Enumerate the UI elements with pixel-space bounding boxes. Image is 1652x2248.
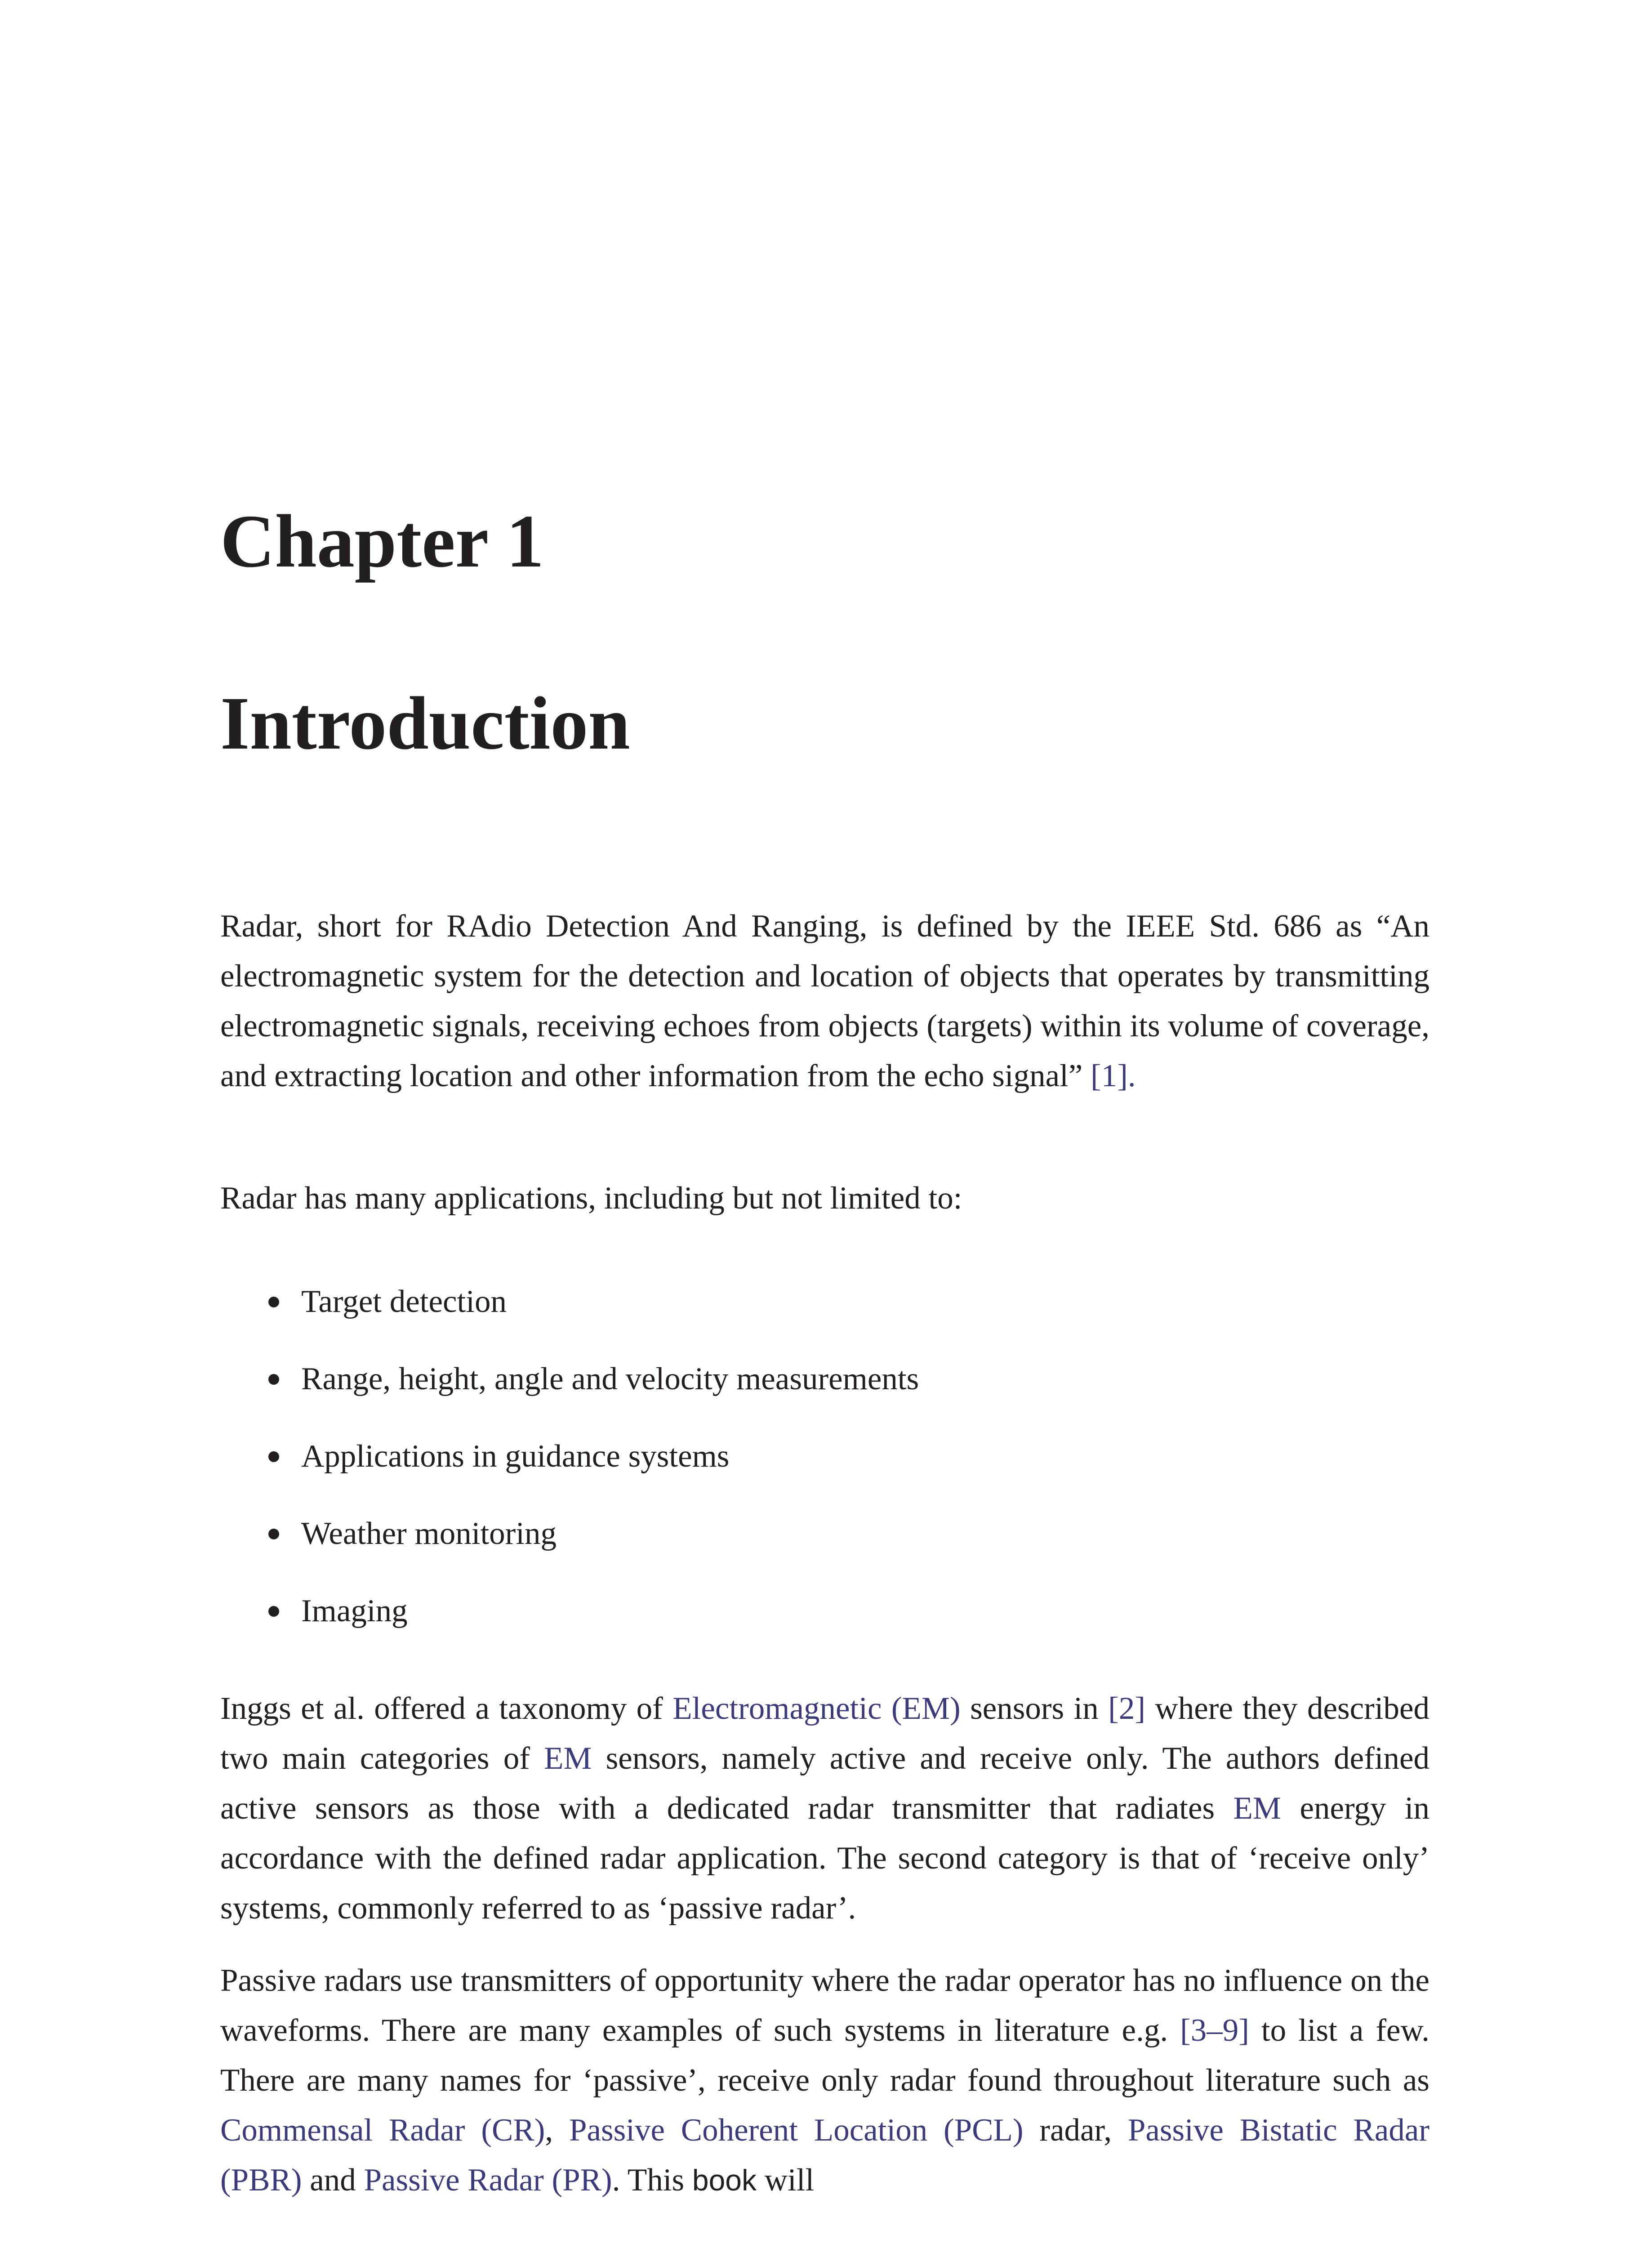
- list-item: [265, 1354, 919, 1432]
- acronym-link-cr[interactable]: Commensal Radar (CR): [220, 2113, 545, 2148]
- list-item-label: Range, height, angle and velocity measurements: [301, 1361, 919, 1396]
- acronym-link-pr[interactable]: Passive Radar (PR): [364, 2163, 612, 2198]
- list-item-label: Target detection: [301, 1284, 507, 1319]
- list-item-label: Applications in guidance systems: [301, 1439, 730, 1474]
- acronym-link-pcl[interactable]: Passive Coherent Location (PCL): [569, 2113, 1024, 2148]
- citation-open-bracket: [: [1091, 1058, 1101, 1093]
- paragraph-taxonomy: [220, 1684, 1429, 1933]
- paragraph-text: where they described two main categories of: [220, 1691, 1429, 1776]
- acronym-link-pbr[interactable]: Passive Bistatic Radar (PBR): [220, 2113, 1429, 2198]
- paragraph-text: sensors in: [960, 1691, 1109, 1726]
- chapter-title: Introduction: [220, 682, 630, 765]
- paragraph-text: Passive radars use transmitters of opportunity where the radar operator has no influence on the waveforms. There are many examples of such systems in literature e.g.: [220, 1963, 1429, 2048]
- acronym-link-em[interactable]: EM: [1233, 1791, 1282, 1826]
- paragraph-text: and: [302, 2163, 364, 2198]
- paragraph-passive-radar: [220, 1956, 1429, 2205]
- paragraph-text: . This: [612, 2163, 692, 2198]
- bullet-icon: [268, 1451, 279, 1462]
- paragraph-text: will: [757, 2163, 815, 2198]
- list-item: [265, 1509, 919, 1586]
- paragraph-applications-intro: Radar has many applications, including but not limited to:: [220, 1181, 962, 1216]
- paragraph-text: ,: [545, 2113, 569, 2148]
- bullet-icon: [268, 1529, 279, 1539]
- acronym-link-em[interactable]: EM: [544, 1741, 592, 1776]
- bullet-icon: [268, 1374, 279, 1385]
- paragraph-text: energy in accordance with the defined radar application. The second category is that of ‘receive only’ systems, commonly referred to as ‘passive radar’.: [220, 1791, 1429, 1926]
- list-item: [265, 1277, 919, 1354]
- paragraph-radar-definition: [220, 901, 1429, 1101]
- bullet-icon: [268, 1297, 279, 1307]
- paragraph-text: Radar, short for RAdio Detection And Ranging, is defined by the IEEE Std. 686 as “An electromagnetic system for the detection and location of objects that operates by transmitting electromagnetic signals, receiving echoes from objects (targets) within its volume of coverage, and extracting location and other information from the echo signal”: [220, 909, 1429, 1093]
- paragraph-text: book: [692, 2163, 757, 2197]
- paragraph-text: to list a few. There are many names for ‘passive’, receive only radar found throughout literature such as: [220, 2013, 1429, 2098]
- paragraph-text: Inggs et al. offered a taxonomy of: [220, 1691, 673, 1726]
- citation-link-3-9[interactable]: [3–9]: [1180, 2013, 1249, 2048]
- acronym-link-em[interactable]: Electromagnetic (EM): [672, 1691, 961, 1726]
- citation-close-bracket: ].: [1117, 1058, 1136, 1093]
- chapter-label: Chapter 1: [220, 500, 544, 583]
- paragraph-text: radar,: [1023, 2113, 1128, 2148]
- list-item: [265, 1432, 919, 1509]
- list-item: [265, 1586, 919, 1664]
- bullet-icon: [268, 1606, 279, 1617]
- list-item-label: Imaging: [301, 1593, 408, 1628]
- applications-list: [265, 1277, 919, 1664]
- list-item-label: Weather monitoring: [301, 1516, 557, 1551]
- citation-link-1[interactable]: 1: [1101, 1058, 1118, 1093]
- paragraph-text: sensors, namely active and receive only. The authors defined active sensors as those with a dedicated radar transmitter that radiates: [220, 1741, 1429, 1826]
- citation-link-2[interactable]: [2]: [1108, 1691, 1146, 1726]
